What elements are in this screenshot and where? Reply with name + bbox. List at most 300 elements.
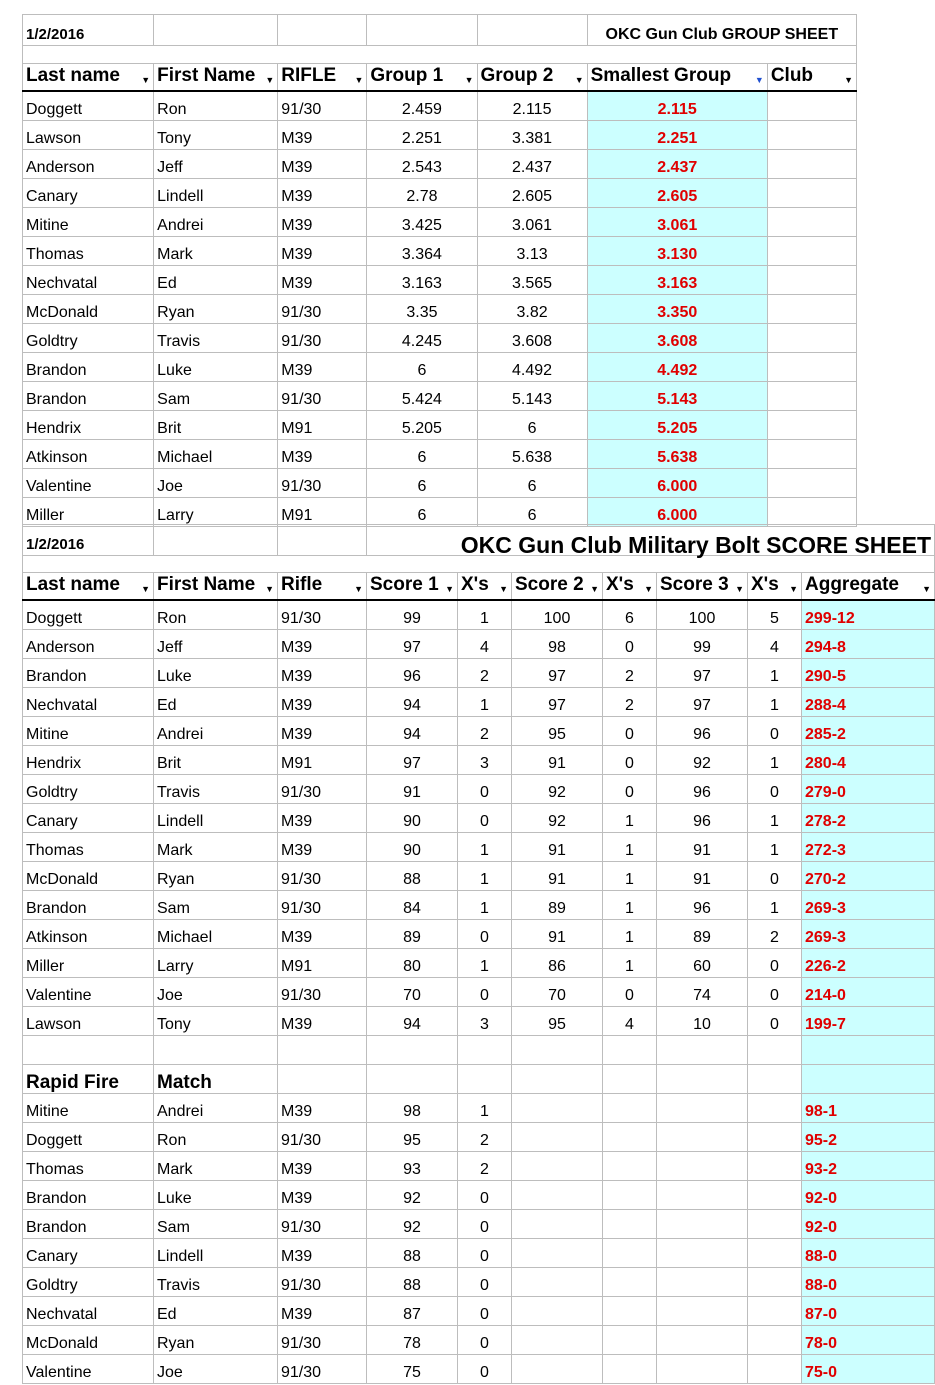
cell-score-1[interactable]: 92: [367, 1181, 458, 1210]
cell-last-name[interactable]: Thomas: [23, 1152, 154, 1181]
cell-group-1[interactable]: 3.425: [367, 208, 477, 237]
cell-first-name[interactable]: Tony: [154, 121, 278, 150]
cell-xs-2[interactable]: 2: [603, 688, 657, 717]
cell-score-3[interactable]: 96: [657, 804, 748, 833]
cell-last-name[interactable]: Lawson: [23, 121, 154, 150]
cell-first-name[interactable]: Tony: [154, 1007, 278, 1036]
dropdown-arrow-icon[interactable]: ▼: [644, 584, 653, 594]
cell-group-1[interactable]: 2.459: [367, 91, 477, 121]
filter-active-icon[interactable]: ▼: [754, 75, 764, 85]
cell-first-name[interactable]: Ron: [154, 600, 278, 630]
cell-smallest-group[interactable]: 5.205: [587, 411, 767, 440]
cell-rifle[interactable]: 91/30: [278, 295, 367, 324]
cell-first-name[interactable]: Andrei: [154, 717, 278, 746]
cell-last-name[interactable]: Brandon: [23, 1181, 154, 1210]
cell-rifle[interactable]: M39: [278, 208, 367, 237]
header-score-3[interactable]: Score 3 ▼: [657, 573, 748, 601]
cell-smallest-group[interactable]: 6.000: [587, 498, 767, 527]
header-group-1[interactable]: Group 1 ▼: [367, 64, 477, 92]
cell-group-2[interactable]: 2.605: [477, 179, 587, 208]
cell-score-2[interactable]: 70: [512, 978, 603, 1007]
cell-score-1[interactable]: 78: [367, 1326, 458, 1355]
cell-xs-2[interactable]: 0: [603, 978, 657, 1007]
cell-first-name[interactable]: Travis: [154, 324, 278, 353]
cell-score-2[interactable]: 91: [512, 833, 603, 862]
cell-score-1[interactable]: 90: [367, 833, 458, 862]
cell-group-1[interactable]: 2.543: [367, 150, 477, 179]
cell-aggregate[interactable]: 288-4: [802, 688, 935, 717]
dropdown-arrow-icon[interactable]: ▼: [141, 584, 150, 594]
cell-club[interactable]: [767, 353, 856, 382]
cell-score-2[interactable]: 98: [512, 630, 603, 659]
cell-rifle[interactable]: 91/30: [278, 978, 367, 1007]
cell-xs-3[interactable]: 1: [748, 659, 802, 688]
cell-aggregate[interactable]: 92-0: [802, 1181, 935, 1210]
cell-group-2[interactable]: 6: [477, 498, 587, 527]
cell-score-2[interactable]: 95: [512, 717, 603, 746]
cell-score-1[interactable]: 70: [367, 978, 458, 1007]
header-xs-1[interactable]: X's ▼: [458, 573, 512, 601]
cell-smallest-group[interactable]: 5.143: [587, 382, 767, 411]
cell-score-2[interactable]: 100: [512, 600, 603, 630]
cell-last-name[interactable]: Nechvatal: [23, 266, 154, 295]
cell-rifle[interactable]: 91/30: [278, 91, 367, 121]
cell-rifle[interactable]: M39: [278, 266, 367, 295]
cell-aggregate[interactable]: 87-0: [802, 1297, 935, 1326]
cell-last-name[interactable]: Brandon: [23, 353, 154, 382]
cell-score-2[interactable]: 97: [512, 688, 603, 717]
cell-first-name[interactable]: Andrei: [154, 1094, 278, 1123]
cell-aggregate[interactable]: 285-2: [802, 717, 935, 746]
cell-first-name[interactable]: Jeff: [154, 630, 278, 659]
cell-xs-1[interactable]: 2: [458, 1152, 512, 1181]
cell-last-name[interactable]: Valentine: [23, 469, 154, 498]
cell-last-name[interactable]: Brandon: [23, 382, 154, 411]
dropdown-arrow-icon[interactable]: ▼: [844, 75, 853, 85]
cell-aggregate[interactable]: 75-0: [802, 1355, 935, 1384]
cell-rifle[interactable]: M91: [278, 746, 367, 775]
cell-xs-2[interactable]: 0: [603, 630, 657, 659]
cell-first-name[interactable]: Luke: [154, 659, 278, 688]
cell-score-3[interactable]: 96: [657, 891, 748, 920]
cell-first-name[interactable]: Ron: [154, 1123, 278, 1152]
cell-group-2[interactable]: 3.565: [477, 266, 587, 295]
cell-smallest-group[interactable]: 3.130: [587, 237, 767, 266]
cell-last-name[interactable]: Mitine: [23, 717, 154, 746]
dropdown-arrow-icon[interactable]: ▼: [789, 584, 798, 594]
cell-last-name[interactable]: Mitine: [23, 208, 154, 237]
cell-club[interactable]: [767, 295, 856, 324]
cell-rifle[interactable]: M91: [278, 411, 367, 440]
cell-group-1[interactable]: 3.163: [367, 266, 477, 295]
cell-first-name[interactable]: Mark: [154, 1152, 278, 1181]
cell-rifle[interactable]: M39: [278, 121, 367, 150]
cell-score-3[interactable]: 91: [657, 862, 748, 891]
cell-score-2[interactable]: 89: [512, 891, 603, 920]
cell-xs-2[interactable]: 6: [603, 600, 657, 630]
cell-xs-1[interactable]: 0: [458, 1210, 512, 1239]
header-first-name[interactable]: First Name ▼: [154, 64, 278, 92]
cell-rifle[interactable]: 91/30: [278, 1210, 367, 1239]
cell-group-1[interactable]: 5.205: [367, 411, 477, 440]
header-last-name[interactable]: Last name ▼: [23, 64, 154, 92]
cell-rifle[interactable]: M39: [278, 630, 367, 659]
cell-aggregate[interactable]: 290-5: [802, 659, 935, 688]
cell-last-name[interactable]: Anderson: [23, 630, 154, 659]
cell-last-name[interactable]: Anderson: [23, 150, 154, 179]
cell-xs-2[interactable]: 1: [603, 920, 657, 949]
cell-group-2[interactable]: 3.381: [477, 121, 587, 150]
cell-xs-1[interactable]: 0: [458, 775, 512, 804]
cell-xs-2[interactable]: 4: [603, 1007, 657, 1036]
cell-rifle[interactable]: 91/30: [278, 1355, 367, 1384]
cell-score-2[interactable]: 97: [512, 659, 603, 688]
dropdown-arrow-icon[interactable]: ▼: [265, 75, 275, 85]
cell-group-2[interactable]: 5.143: [477, 382, 587, 411]
cell-score-3[interactable]: 92: [657, 746, 748, 775]
cell-aggregate[interactable]: 78-0: [802, 1326, 935, 1355]
cell-xs-1[interactable]: 1: [458, 1094, 512, 1123]
cell-last-name[interactable]: Nechvatal: [23, 1297, 154, 1326]
cell-score-1[interactable]: 75: [367, 1355, 458, 1384]
dropdown-arrow-icon[interactable]: ▼: [354, 75, 364, 85]
cell-xs-3[interactable]: 0: [748, 949, 802, 978]
cell-xs-2[interactable]: 1: [603, 804, 657, 833]
cell-rifle[interactable]: M91: [278, 949, 367, 978]
cell-first-name[interactable]: Larry: [154, 949, 278, 978]
cell-score-3[interactable]: 74: [657, 978, 748, 1007]
cell-rifle[interactable]: 91/30: [278, 1268, 367, 1297]
cell-score-1[interactable]: 97: [367, 630, 458, 659]
cell-score-3[interactable]: 60: [657, 949, 748, 978]
cell-aggregate[interactable]: 95-2: [802, 1123, 935, 1152]
cell-xs-2[interactable]: 1: [603, 949, 657, 978]
cell-first-name[interactable]: Mark: [154, 237, 278, 266]
cell-score-2[interactable]: 91: [512, 746, 603, 775]
cell-club[interactable]: [767, 91, 856, 121]
cell-last-name[interactable]: McDonald: [23, 1326, 154, 1355]
cell-score-1[interactable]: 92: [367, 1210, 458, 1239]
cell-aggregate[interactable]: 269-3: [802, 920, 935, 949]
cell-score-3[interactable]: 91: [657, 833, 748, 862]
dropdown-arrow-icon[interactable]: ▼: [141, 75, 151, 85]
dropdown-arrow-icon[interactable]: ▼: [574, 75, 584, 85]
cell-xs-2[interactable]: 1: [603, 862, 657, 891]
cell-xs-1[interactable]: 0: [458, 1181, 512, 1210]
cell-first-name[interactable]: Ron: [154, 91, 278, 121]
cell-xs-2[interactable]: 0: [603, 775, 657, 804]
cell-club[interactable]: [767, 440, 856, 469]
header-first-name[interactable]: First Name ▼: [154, 573, 278, 601]
cell-club[interactable]: [767, 469, 856, 498]
cell-xs-1[interactable]: 1: [458, 833, 512, 862]
cell-aggregate[interactable]: 272-3: [802, 833, 935, 862]
cell-first-name[interactable]: Brit: [154, 746, 278, 775]
cell-rifle[interactable]: 91/30: [278, 469, 367, 498]
cell-club[interactable]: [767, 266, 856, 295]
cell-first-name[interactable]: Mark: [154, 833, 278, 862]
header-xs-2[interactable]: X's ▼: [603, 573, 657, 601]
cell-group-1[interactable]: 4.245: [367, 324, 477, 353]
cell-first-name[interactable]: Lindell: [154, 179, 278, 208]
cell-xs-3[interactable]: 5: [748, 600, 802, 630]
cell-rifle[interactable]: 91/30: [278, 775, 367, 804]
cell-xs-3[interactable]: 2: [748, 920, 802, 949]
cell-rifle[interactable]: M91: [278, 498, 367, 527]
cell-score-2[interactable]: 92: [512, 775, 603, 804]
cell-first-name[interactable]: Ryan: [154, 295, 278, 324]
cell-group-2[interactable]: 6: [477, 469, 587, 498]
cell-score-3[interactable]: 100: [657, 600, 748, 630]
cell-xs-2[interactable]: 1: [603, 833, 657, 862]
cell-first-name[interactable]: Luke: [154, 1181, 278, 1210]
cell-last-name[interactable]: Canary: [23, 804, 154, 833]
header-rifle[interactable]: Rifle ▼: [278, 573, 367, 601]
cell-last-name[interactable]: Canary: [23, 179, 154, 208]
cell-score-3[interactable]: 10: [657, 1007, 748, 1036]
dropdown-arrow-icon[interactable]: ▼: [464, 75, 474, 85]
cell-aggregate[interactable]: 98-1: [802, 1094, 935, 1123]
cell-group-1[interactable]: 3.364: [367, 237, 477, 266]
cell-group-2[interactable]: 2.437: [477, 150, 587, 179]
cell-group-1[interactable]: 2.78: [367, 179, 477, 208]
cell-club[interactable]: [767, 237, 856, 266]
cell-xs-3[interactable]: 1: [748, 688, 802, 717]
dropdown-arrow-icon[interactable]: ▼: [499, 584, 508, 594]
dropdown-arrow-icon[interactable]: ▼: [265, 584, 274, 594]
cell-first-name[interactable]: Joe: [154, 1355, 278, 1384]
cell-last-name[interactable]: Thomas: [23, 833, 154, 862]
cell-xs-1[interactable]: 3: [458, 1007, 512, 1036]
cell-last-name[interactable]: Doggett: [23, 600, 154, 630]
cell-group-1[interactable]: 6: [367, 469, 477, 498]
cell-xs-3[interactable]: 0: [748, 717, 802, 746]
header-xs-3[interactable]: X's ▼: [748, 573, 802, 601]
cell-first-name[interactable]: Jeff: [154, 150, 278, 179]
dropdown-arrow-icon[interactable]: ▼: [922, 584, 932, 594]
cell-score-1[interactable]: 91: [367, 775, 458, 804]
cell-score-3[interactable]: 99: [657, 630, 748, 659]
cell-group-2[interactable]: 6: [477, 411, 587, 440]
cell-club[interactable]: [767, 150, 856, 179]
cell-club[interactable]: [767, 324, 856, 353]
cell-aggregate[interactable]: 88-0: [802, 1268, 935, 1297]
cell-group-1[interactable]: 5.424: [367, 382, 477, 411]
cell-score-1[interactable]: 99: [367, 600, 458, 630]
cell-first-name[interactable]: Brit: [154, 411, 278, 440]
cell-xs-2[interactable]: 0: [603, 746, 657, 775]
cell-aggregate[interactable]: 226-2: [802, 949, 935, 978]
header-group-2[interactable]: Group 2 ▼: [477, 64, 587, 92]
cell-xs-1[interactable]: 0: [458, 1239, 512, 1268]
cell-smallest-group[interactable]: 2.605: [587, 179, 767, 208]
dropdown-arrow-icon[interactable]: ▼: [590, 584, 599, 594]
cell-score-3[interactable]: 96: [657, 775, 748, 804]
cell-rifle[interactable]: M39: [278, 1094, 367, 1123]
dropdown-arrow-icon[interactable]: ▼: [354, 584, 363, 594]
cell-group-2[interactable]: 3.82: [477, 295, 587, 324]
cell-first-name[interactable]: Ed: [154, 688, 278, 717]
cell-score-2[interactable]: 92: [512, 804, 603, 833]
cell-last-name[interactable]: McDonald: [23, 295, 154, 324]
cell-aggregate[interactable]: 199-7: [802, 1007, 935, 1036]
cell-score-2[interactable]: 91: [512, 862, 603, 891]
header-rifle[interactable]: RIFLE ▼: [278, 64, 367, 92]
cell-rifle[interactable]: M39: [278, 440, 367, 469]
cell-first-name[interactable]: Sam: [154, 891, 278, 920]
cell-xs-1[interactable]: 1: [458, 949, 512, 978]
cell-last-name[interactable]: Canary: [23, 1239, 154, 1268]
cell-club[interactable]: [767, 179, 856, 208]
cell-rifle[interactable]: M39: [278, 833, 367, 862]
cell-score-1[interactable]: 88: [367, 1268, 458, 1297]
cell-xs-1[interactable]: 2: [458, 659, 512, 688]
cell-aggregate[interactable]: 270-2: [802, 862, 935, 891]
cell-smallest-group[interactable]: 4.492: [587, 353, 767, 382]
cell-first-name[interactable]: Joe: [154, 469, 278, 498]
cell-last-name[interactable]: Brandon: [23, 659, 154, 688]
cell-xs-3[interactable]: 0: [748, 862, 802, 891]
cell-aggregate[interactable]: 269-3: [802, 891, 935, 920]
cell-xs-1[interactable]: 0: [458, 978, 512, 1007]
cell-xs-3[interactable]: 4: [748, 630, 802, 659]
cell-first-name[interactable]: Michael: [154, 440, 278, 469]
cell-xs-1[interactable]: 0: [458, 1326, 512, 1355]
cell-smallest-group[interactable]: 2.437: [587, 150, 767, 179]
cell-xs-1[interactable]: 0: [458, 804, 512, 833]
cell-aggregate[interactable]: 88-0: [802, 1239, 935, 1268]
cell-rifle[interactable]: M39: [278, 237, 367, 266]
cell-aggregate[interactable]: 299-12: [802, 600, 935, 630]
cell-xs-2[interactable]: 1: [603, 891, 657, 920]
cell-smallest-group[interactable]: 2.115: [587, 91, 767, 121]
cell-group-2[interactable]: 4.492: [477, 353, 587, 382]
cell-score-1[interactable]: 98: [367, 1094, 458, 1123]
cell-club[interactable]: [767, 208, 856, 237]
cell-group-1[interactable]: 2.251: [367, 121, 477, 150]
cell-rifle[interactable]: M39: [278, 1007, 367, 1036]
cell-club[interactable]: [767, 498, 856, 527]
cell-last-name[interactable]: Doggett: [23, 1123, 154, 1152]
cell-aggregate[interactable]: 93-2: [802, 1152, 935, 1181]
cell-group-2[interactable]: 5.638: [477, 440, 587, 469]
cell-score-1[interactable]: 88: [367, 862, 458, 891]
cell-group-2[interactable]: 3.608: [477, 324, 587, 353]
cell-score-3[interactable]: 97: [657, 659, 748, 688]
cell-aggregate[interactable]: 294-8: [802, 630, 935, 659]
cell-first-name[interactable]: Luke: [154, 353, 278, 382]
cell-first-name[interactable]: Ryan: [154, 1326, 278, 1355]
cell-last-name[interactable]: Atkinson: [23, 920, 154, 949]
cell-rifle[interactable]: M39: [278, 179, 367, 208]
cell-xs-1[interactable]: 0: [458, 920, 512, 949]
cell-score-3[interactable]: 89: [657, 920, 748, 949]
cell-first-name[interactable]: Joe: [154, 978, 278, 1007]
cell-last-name[interactable]: Valentine: [23, 978, 154, 1007]
cell-rifle[interactable]: 91/30: [278, 382, 367, 411]
cell-last-name[interactable]: Doggett: [23, 91, 154, 121]
cell-first-name[interactable]: Ed: [154, 266, 278, 295]
cell-xs-3[interactable]: 0: [748, 1007, 802, 1036]
cell-rifle[interactable]: M39: [278, 804, 367, 833]
cell-score-1[interactable]: 97: [367, 746, 458, 775]
cell-first-name[interactable]: Travis: [154, 1268, 278, 1297]
cell-last-name[interactable]: Nechvatal: [23, 688, 154, 717]
cell-xs-3[interactable]: 1: [748, 746, 802, 775]
cell-group-2[interactable]: 3.061: [477, 208, 587, 237]
cell-score-2[interactable]: 91: [512, 920, 603, 949]
cell-score-1[interactable]: 88: [367, 1239, 458, 1268]
cell-xs-1[interactable]: 1: [458, 862, 512, 891]
cell-xs-1[interactable]: 1: [458, 688, 512, 717]
cell-xs-1[interactable]: 2: [458, 717, 512, 746]
cell-xs-2[interactable]: 2: [603, 659, 657, 688]
cell-smallest-group[interactable]: 3.350: [587, 295, 767, 324]
cell-rifle[interactable]: 91/30: [278, 1123, 367, 1152]
header-club[interactable]: Club ▼: [767, 64, 856, 92]
cell-rifle[interactable]: M39: [278, 353, 367, 382]
cell-rifle[interactable]: 91/30: [278, 891, 367, 920]
cell-xs-1[interactable]: 0: [458, 1268, 512, 1297]
cell-xs-1[interactable]: 0: [458, 1297, 512, 1326]
cell-last-name[interactable]: McDonald: [23, 862, 154, 891]
cell-xs-1[interactable]: 1: [458, 600, 512, 630]
cell-last-name[interactable]: Atkinson: [23, 440, 154, 469]
cell-score-1[interactable]: 94: [367, 1007, 458, 1036]
cell-xs-1[interactable]: 0: [458, 1355, 512, 1384]
cell-smallest-group[interactable]: 2.251: [587, 121, 767, 150]
cell-score-1[interactable]: 89: [367, 920, 458, 949]
cell-rifle[interactable]: M39: [278, 688, 367, 717]
cell-aggregate[interactable]: 279-0: [802, 775, 935, 804]
cell-score-3[interactable]: 97: [657, 688, 748, 717]
cell-xs-3[interactable]: 0: [748, 978, 802, 1007]
cell-rifle[interactable]: M39: [278, 1239, 367, 1268]
cell-rifle[interactable]: M39: [278, 717, 367, 746]
cell-smallest-group[interactable]: 3.608: [587, 324, 767, 353]
cell-rifle[interactable]: 91/30: [278, 324, 367, 353]
cell-last-name[interactable]: Thomas: [23, 237, 154, 266]
cell-score-1[interactable]: 94: [367, 688, 458, 717]
header-last-name[interactable]: Last name ▼: [23, 573, 154, 601]
cell-last-name[interactable]: Hendrix: [23, 746, 154, 775]
cell-score-1[interactable]: 93: [367, 1152, 458, 1181]
cell-first-name[interactable]: Lindell: [154, 1239, 278, 1268]
cell-xs-1[interactable]: 3: [458, 746, 512, 775]
cell-first-name[interactable]: Sam: [154, 1210, 278, 1239]
cell-aggregate[interactable]: 92-0: [802, 1210, 935, 1239]
header-score-1[interactable]: Score 1 ▼: [367, 573, 458, 601]
cell-group-1[interactable]: 3.35: [367, 295, 477, 324]
cell-rifle[interactable]: M39: [278, 659, 367, 688]
dropdown-arrow-icon[interactable]: ▼: [445, 584, 454, 594]
cell-rifle[interactable]: M39: [278, 150, 367, 179]
cell-group-1[interactable]: 6: [367, 353, 477, 382]
cell-club[interactable]: [767, 382, 856, 411]
cell-xs-1[interactable]: 4: [458, 630, 512, 659]
cell-smallest-group[interactable]: 3.163: [587, 266, 767, 295]
cell-last-name[interactable]: Lawson: [23, 1007, 154, 1036]
cell-smallest-group[interactable]: 6.000: [587, 469, 767, 498]
cell-score-3[interactable]: 96: [657, 717, 748, 746]
cell-last-name[interactable]: Valentine: [23, 1355, 154, 1384]
cell-xs-1[interactable]: 1: [458, 891, 512, 920]
cell-club[interactable]: [767, 411, 856, 440]
cell-first-name[interactable]: Sam: [154, 382, 278, 411]
cell-rifle[interactable]: 91/30: [278, 1326, 367, 1355]
cell-score-1[interactable]: 80: [367, 949, 458, 978]
cell-xs-3[interactable]: 0: [748, 775, 802, 804]
